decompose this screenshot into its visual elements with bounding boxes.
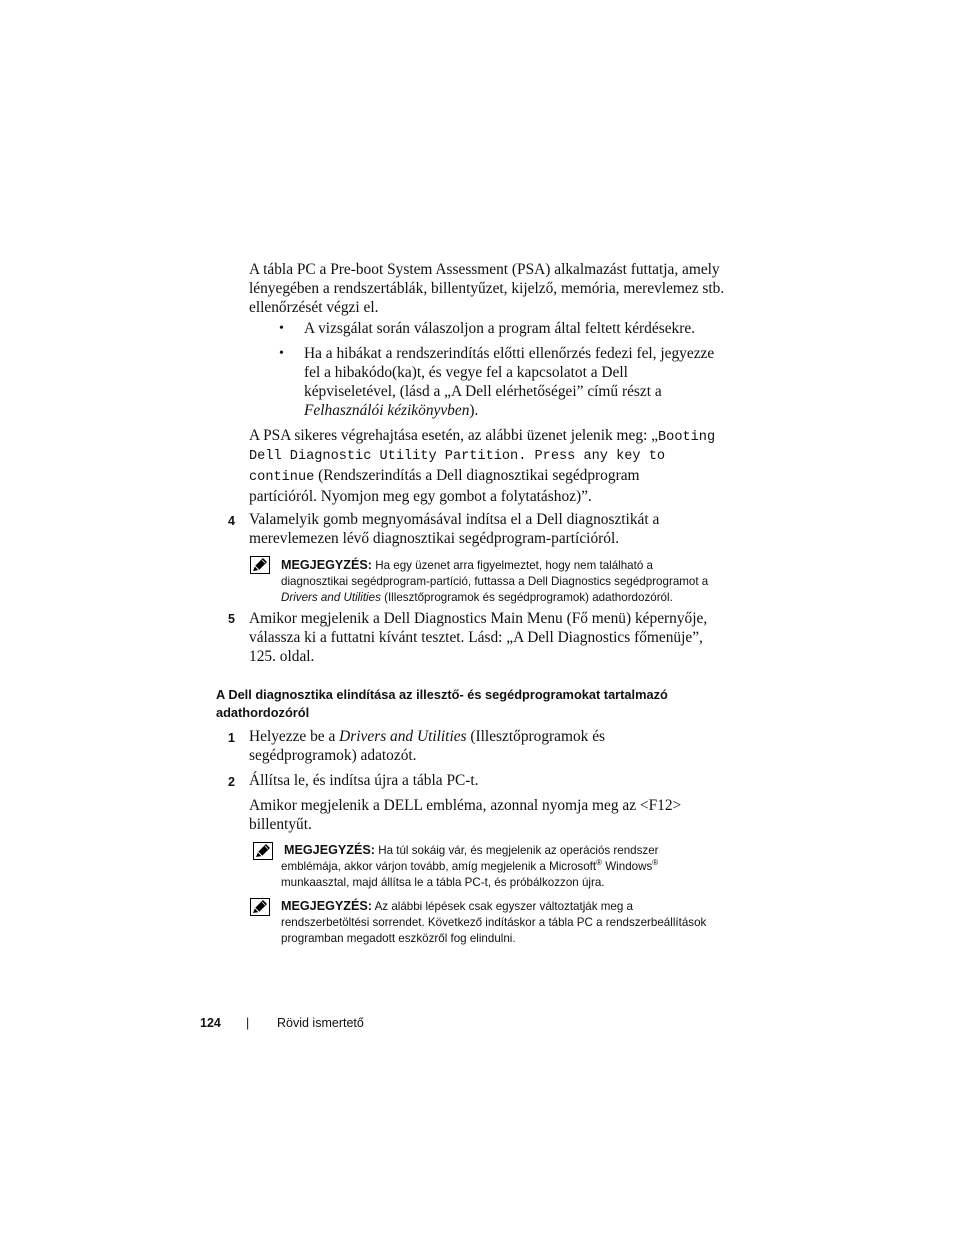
note-line: rendszerbetöltési sorrendet. Következő indításkor a tábla PC a rendszerbeállítások bbox=[281, 916, 707, 929]
note-text: (Illesztőprogramok és segédprogramok) adathordozóról. bbox=[380, 591, 673, 604]
registered-mark: ® bbox=[596, 858, 603, 868]
note-line: programban megadott eszközről fog elindulni. bbox=[281, 932, 516, 945]
registered-mark: ® bbox=[652, 858, 659, 868]
note-label: MEGJEGYZÉS: bbox=[281, 558, 372, 572]
bullet-text bbox=[304, 401, 729, 420]
bullet-item bbox=[279, 319, 729, 338]
note-3 bbox=[281, 898, 721, 947]
step-line: Állítsa le, és indítsa újra a tábla PC-t. bbox=[249, 772, 479, 789]
note-text: emblémája, akkor várjon tovább, amíg megjelenik a Microsoft bbox=[281, 860, 597, 873]
footer-section-title: Rövid ismertető bbox=[277, 1016, 364, 1030]
step-line bbox=[249, 727, 729, 746]
note-label: MEGJEGYZÉS: bbox=[284, 843, 375, 857]
footer-separator: | bbox=[246, 1016, 250, 1030]
bullet-text: képviseletével, (lásd a „A Dell elérhetőségei” című részt a bbox=[304, 383, 662, 400]
note-text: Az alábbi lépések csak egyszer változtatják meg a bbox=[371, 900, 633, 913]
intro-line: lényegében a rendszertáblák, billentyűzet, kijelző, memória, merevlemez stb. bbox=[249, 280, 725, 297]
paragraph-line: billentyűt. bbox=[249, 816, 312, 833]
step-line: segédprogramok) adatozót. bbox=[249, 747, 417, 764]
note-line: diagnosztikai segédprogram-partíció, futtassa a Dell Diagnostics segédprogramot a bbox=[281, 575, 709, 588]
step-number: 1 bbox=[228, 731, 235, 745]
note-1 bbox=[281, 557, 721, 606]
psa-paragraph bbox=[249, 426, 729, 506]
note-line bbox=[281, 842, 721, 859]
media-title: Drivers and Utilities bbox=[339, 728, 467, 745]
boot-message-code: continue bbox=[249, 470, 315, 485]
note-text: Windows bbox=[602, 860, 653, 873]
step-5-text bbox=[249, 609, 729, 666]
bullet-text: A vizsgálat során válaszoljon a program által feltett kérdésekre. bbox=[304, 320, 696, 337]
note-label: MEGJEGYZÉS: bbox=[281, 899, 372, 913]
note-line bbox=[281, 859, 721, 875]
bullet-text-end: ). bbox=[469, 402, 479, 419]
intro-line: ellenőrzését végzi el. bbox=[249, 299, 379, 316]
note-line bbox=[281, 898, 721, 915]
psa-text: (Rendszerindítás a Dell diagnosztikai segédprogram bbox=[314, 467, 640, 484]
note-line bbox=[281, 557, 721, 574]
dell-logo-paragraph bbox=[249, 796, 729, 834]
step-text: (Illesztőprogramok és bbox=[466, 728, 606, 745]
bullet-dot: • bbox=[279, 321, 284, 336]
bullet-text: Ha a hibákat a rendszerindítás előtti ellenőrzés fedezi fel, jegyezze bbox=[304, 345, 715, 362]
pencil-note-icon bbox=[253, 842, 273, 860]
bullet-item bbox=[279, 344, 729, 420]
heading-line: adathordozóról bbox=[216, 705, 310, 720]
step-number: 5 bbox=[228, 612, 235, 626]
step-number: 4 bbox=[228, 514, 235, 528]
step-line: Amikor megjelenik a Dell Diagnostics Main Menu (Fő menü) képernyője, bbox=[249, 610, 708, 627]
step-line: válassza ki a futtatni kívánt tesztet. Lásd: „A Dell Diagnostics főmenüje”, bbox=[249, 629, 703, 646]
step-1-text bbox=[249, 727, 729, 765]
note-text: Ha túl sokáig vár, és megjelenik az operációs rendszer bbox=[374, 844, 659, 857]
intro-line: A tábla PC a Pre-boot System Assessment (PSA) alkalmazást futtatja, amely bbox=[249, 261, 720, 278]
intro-paragraph bbox=[249, 260, 729, 317]
note-line bbox=[281, 590, 721, 606]
boot-message-code: Dell Diagnostic Utility Partition. Press any key to bbox=[249, 449, 666, 464]
manual-title: Felhasználói kézikönyvben bbox=[304, 402, 470, 419]
psa-line bbox=[249, 466, 729, 487]
note-2 bbox=[281, 842, 721, 891]
bullet-dot: • bbox=[279, 346, 284, 361]
psa-line bbox=[249, 426, 729, 447]
paragraph-line: Amikor megjelenik a DELL embléma, azonnal nyomja meg az <F12> bbox=[249, 797, 682, 814]
step-2-text bbox=[249, 771, 729, 790]
page-number: 124 bbox=[200, 1016, 221, 1030]
pencil-note-icon bbox=[250, 556, 270, 574]
step-line: 125. oldal. bbox=[249, 648, 315, 665]
section-heading bbox=[216, 686, 736, 722]
note-line: munkaasztal, majd állítsa le a tábla PC-t, és próbálkozzon újra. bbox=[281, 876, 605, 889]
step-line: Valamelyik gomb megnyomásával indítsa el a Dell diagnosztikát a bbox=[249, 511, 660, 528]
note-text: Ha egy üzenet arra figyelmeztet, hogy nem található a bbox=[371, 559, 653, 572]
pencil-note-icon bbox=[250, 898, 270, 916]
step-4-text bbox=[249, 510, 729, 548]
media-title: Drivers and Utilities bbox=[281, 591, 381, 604]
step-line: merevlemezen lévő diagnosztikai segédprogram-partícióról. bbox=[249, 530, 620, 547]
psa-line: partícióról. Nyomjon meg egy gombot a folytatáshoz)”. bbox=[249, 488, 592, 505]
step-number: 2 bbox=[228, 775, 235, 789]
psa-text: A PSA sikeres végrehajtása esetén, az alábbi üzenet jelenik meg: „ bbox=[249, 427, 658, 444]
step-text: Helyezze be a bbox=[249, 728, 340, 745]
bullet-text: fel a hibakódo(ka)t, és vegye fel a kapcsolatot a Dell bbox=[304, 364, 628, 381]
boot-message-code: Booting bbox=[658, 430, 716, 445]
heading-line: A Dell diagnosztika elindítása az illesztő- és segédprogramokat tartalmazó bbox=[216, 687, 668, 702]
